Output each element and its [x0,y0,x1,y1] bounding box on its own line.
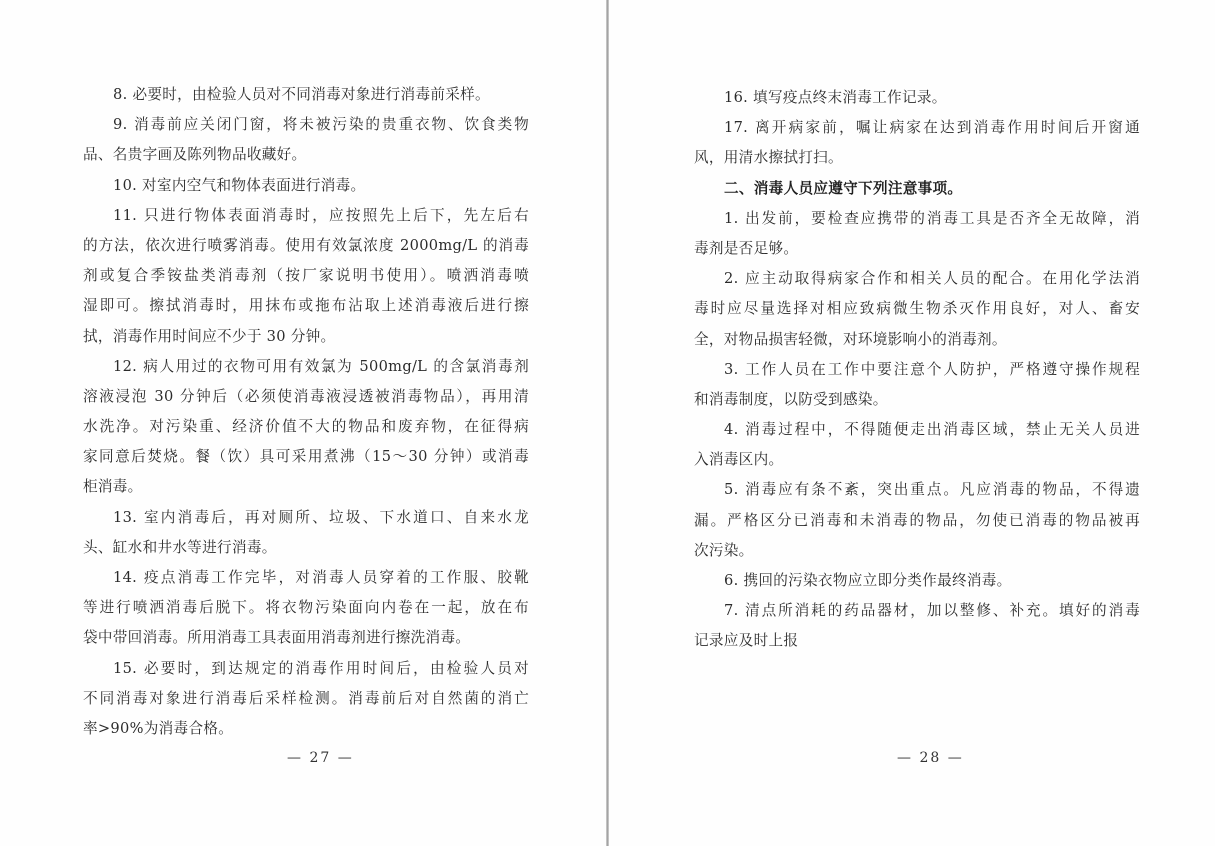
text-line: 不同消毒对象进行消毒后采样检测。消毒前后对自然菌的消亡 [83,689,529,707]
text-line: 2. 应主动取得病家合作和相关人员的配合。在用化学法消 [724,270,1140,288]
text-line: 头、缸水和井水等进行消毒。 [83,538,277,556]
right-page-text [694,83,1140,657]
text-line: 拭，消毒作用时间应不少于 30 分钟。 [83,327,336,345]
text-line: 漏。严格区分已消毒和未消毒的物品，勿使已消毒的物品被再 [694,511,1140,529]
text-line: 水洗净。对污染重、经济价值不大的物品和废弃物，在征得病 [83,418,529,436]
text-line: 10. 对室内空气和物体表面进行消毒。 [113,176,366,194]
page-number: — 28 — [897,750,964,766]
text-line: 次污染。 [694,541,754,559]
text-line: 5. 消毒应有条不紊，突出重点。凡应消毒的物品，不得遗 [724,481,1140,499]
text-line: 等进行喷洒消毒后脱下。将衣物污染面向内卷在一起，放在布 [83,599,529,617]
text-line: 6. 携回的污染衣物应立即分类作最终消毒。 [724,572,1012,589]
text-line: 14. 疫点消毒工作完毕，对消毒人员穿着的工作服、胶靴 [113,569,529,586]
text-line: 柜消毒。 [83,478,143,496]
text-line: 袋中带回消毒。所用消毒工具表面用消毒剂进行擦洗消毒。 [83,629,471,647]
section-heading: 二、消毒人员应遵守下列注意事项。 [724,179,963,197]
text-line: 剂或复合季铵盐类消毒剂（按厂家说明书使用）。喷洒消毒喷 [83,267,529,285]
right-page [609,0,1215,846]
text-line: 1. 出发前，要检查应携带的消毒工具是否齐全无故障，消 [724,209,1140,227]
text-line: 湿即可。擦拭消毒时，用抹布或拖布沾取上述消毒液后进行擦 [83,297,529,315]
text-line: 毒时应尽量选择对相应致病微生物杀灭作用良好，对人、畜安 [694,300,1140,318]
text-line: 记录应及时上报 [694,632,799,650]
text-line: 家同意后焚烧。餐（饮）具可采用煮沸（15～30 分钟）或消毒 [83,448,529,466]
left-page-text [83,80,529,744]
text-line: 15. 必要时，到达规定的消毒作用时间后，由检验人员对 [113,659,529,677]
text-line: 溶液浸泡 30 分钟后（必须使消毒液浸透被消毒物品），再用清 [83,387,529,405]
text-line: 毒剂是否足够。 [694,239,799,257]
text-line: 品、名贵字画及陈列物品收藏好。 [83,146,307,164]
text-line: 的方法，依次进行喷雾消毒。使用有效氯浓度 2000mg/L 的消毒 [83,236,529,254]
page-number: — 27 — [287,750,354,766]
text-line: 率>90%为消毒合格。 [83,719,234,737]
text-line: 17. 离开病家前，嘱让病家在达到消毒作用时间后开窗通 [724,119,1140,137]
text-line: 12. 病人用过的衣物可用有效氯为 500mg/L 的含氯消毒剂 [113,357,529,375]
left-page [0,0,607,846]
text-line: 全，对物品损害轻微，对环境影响小的消毒剂。 [694,330,1007,348]
text-line: 13. 室内消毒后，再对厕所、垃圾、下水道口、自来水龙 [113,508,529,526]
text-line: 16. 填写疫点终末消毒工作记录。 [724,89,947,106]
text-line: 11. 只进行物体表面消毒时，应按照先上后下，先左后右 [113,206,529,224]
text-line: 7. 清点所消耗的药品器材，加以整修、补充。填好的消毒 [724,602,1140,620]
text-line: 9. 消毒前应关闭门窗，将未被污染的贵重衣物、饮食类物 [113,116,529,134]
text-line: 入消毒区内。 [694,451,784,469]
text-line: 8. 必要时，由检验人员对不同消毒对象进行消毒前采样。 [113,86,490,103]
text-line: 和消毒制度，以防受到感染。 [694,390,888,408]
text-line: 3. 工作人员在工作中要注意个人防护，严格遵守操作规程 [724,360,1140,378]
text-line: 风，用清水擦拭打扫。 [694,149,843,167]
text-line: 4. 消毒过程中，不得随便走出消毒区域，禁止无关人员进 [724,421,1140,439]
